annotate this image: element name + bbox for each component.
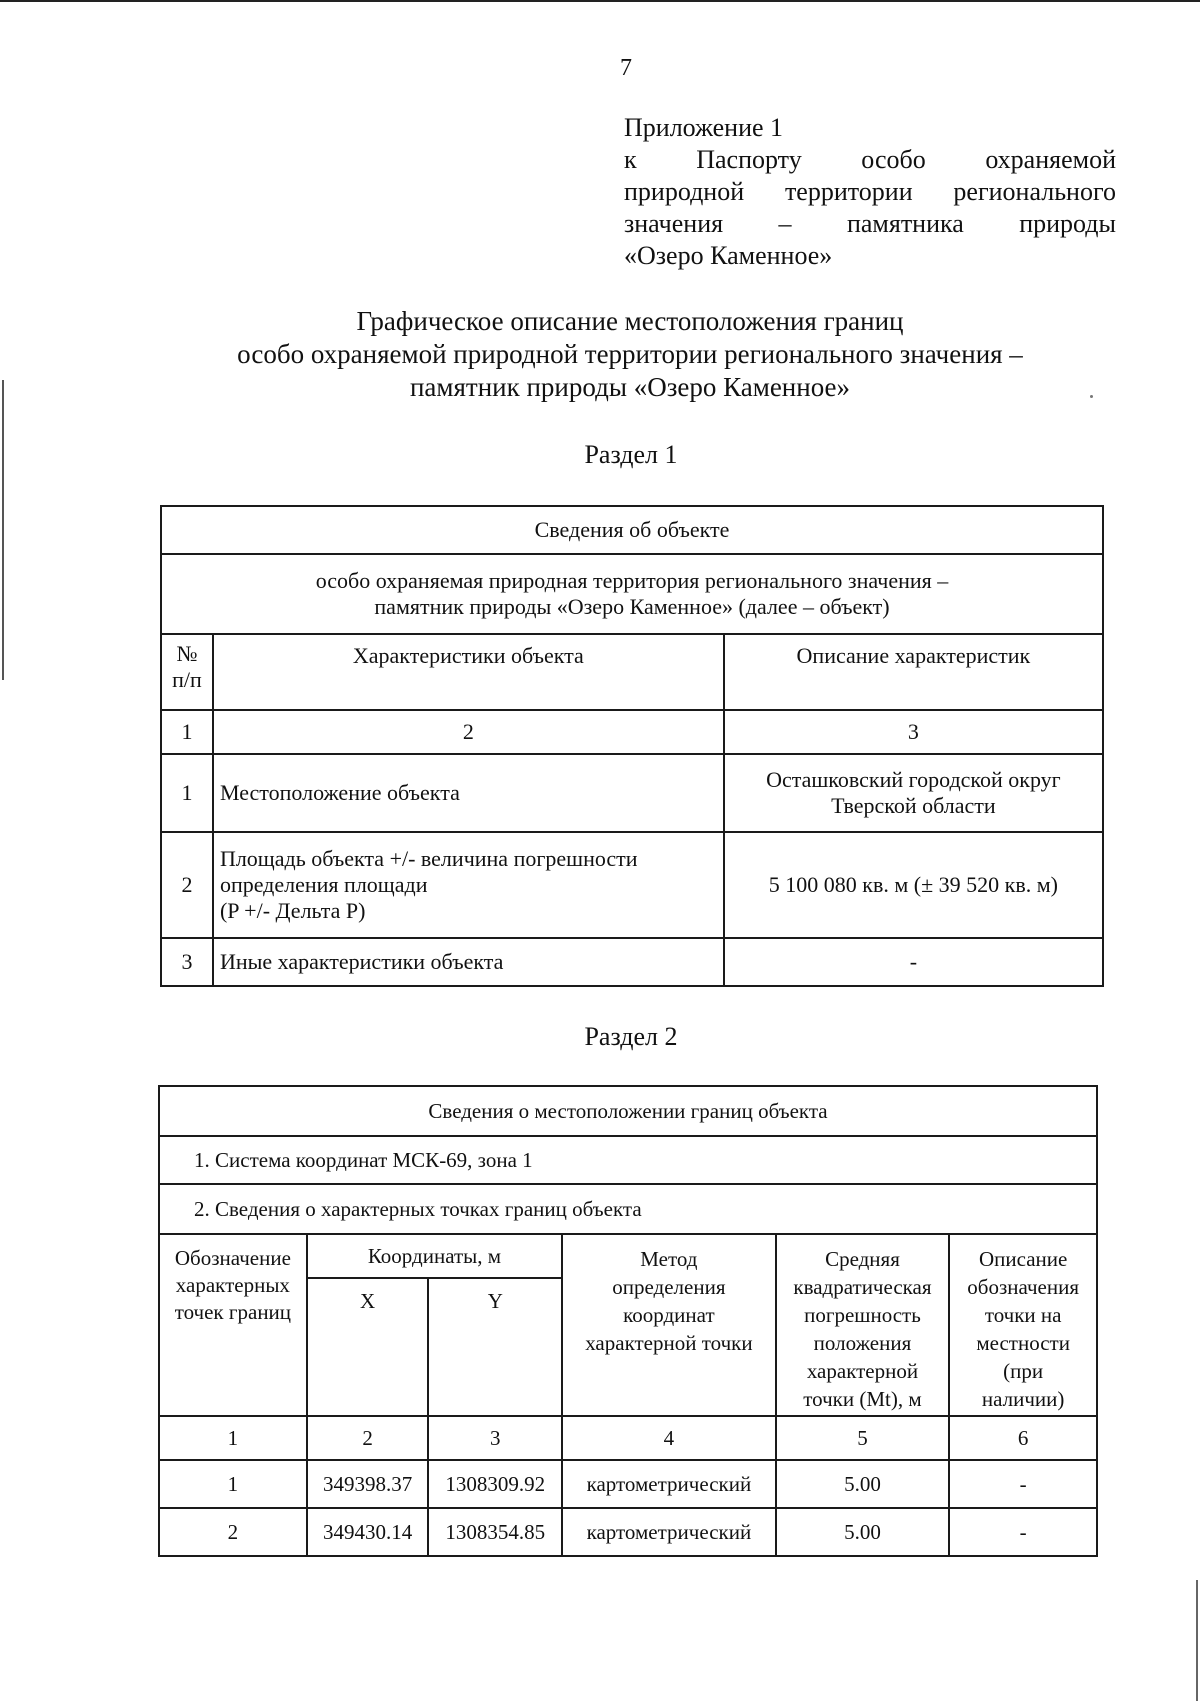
method: картометрический (562, 1460, 775, 1508)
section-2-heading: Раздел 2 (584, 1022, 678, 1051)
title-line: памятник природы «Озеро Каменное» (409, 372, 851, 402)
appendix-line: «Озеро Каменное» (624, 241, 833, 270)
header-line: Средняя (825, 1247, 900, 1271)
header-no-line: п/п (172, 667, 202, 692)
header-line: квадратическая (793, 1275, 932, 1299)
mean-square-error: 5.00 (776, 1460, 950, 1508)
characteristic-line: определения площади (219, 872, 428, 897)
boundary-points-table (158, 1085, 1098, 1557)
header-point-designation (159, 1234, 307, 1416)
row-number: 1 (161, 754, 213, 832)
row-number: 2 (161, 832, 213, 938)
row-characteristic: Местоположение объекта (213, 754, 724, 832)
column-number: 2 (213, 710, 724, 754)
header-no (161, 634, 213, 710)
title-line: особо охраняемой природной территории регионального значения – (237, 339, 1023, 369)
header-line: характерной точки (585, 1331, 753, 1355)
point-id: 2 (159, 1508, 307, 1556)
column-number: 3 (724, 710, 1103, 754)
page-number: 7 (620, 55, 632, 81)
header-y: Y (428, 1278, 562, 1416)
row-number: 3 (161, 938, 213, 986)
table-row (159, 1508, 1097, 1556)
header-x: X (307, 1278, 429, 1416)
table-row (159, 1460, 1097, 1508)
characteristic-line: Площадь объекта +/- величина погрешности (219, 846, 638, 871)
object-name-line: особо охраняемая природная территория регионального значения – (315, 568, 949, 593)
row-description: 5 100 080 кв. м (± 39 520 кв. м) (724, 832, 1103, 938)
table-title: Сведения о местоположении границ объекта (159, 1086, 1097, 1136)
header-mean-square-error (776, 1234, 950, 1416)
object-name-cell (161, 554, 1103, 634)
header-line: обозначения (967, 1275, 1079, 1299)
header-line: наличии) (981, 1387, 1065, 1411)
characteristic-line: (P +/- Дельта P) (219, 898, 366, 923)
header-line: характерных (175, 1273, 290, 1297)
column-number: 1 (161, 710, 213, 754)
point-id: 1 (159, 1460, 307, 1508)
column-number: 6 (949, 1416, 1097, 1460)
header-line: координат (623, 1303, 715, 1327)
appendix-line: природной территории регионального (624, 177, 1116, 206)
method: картометрический (562, 1508, 775, 1556)
column-number: 4 (562, 1416, 775, 1460)
header-characteristics: Характеристики объекта (213, 634, 724, 710)
appendix-line: Приложение 1 (624, 113, 784, 142)
column-number: 5 (776, 1416, 950, 1460)
section-1-heading: Раздел 1 (584, 440, 678, 469)
row-description (724, 754, 1103, 832)
table-row (161, 832, 1103, 938)
coordinate-system: 1. Система координат МСК-69, зона 1 (159, 1136, 1097, 1184)
scan-top-rule (0, 0, 1200, 2)
header-line: погрешность (804, 1303, 921, 1327)
object-info-table (160, 505, 1104, 987)
header-description: Описание характеристик (724, 634, 1103, 710)
header-line: (при (1003, 1359, 1044, 1383)
header-line: характерной (806, 1359, 919, 1383)
header-line: положения (813, 1331, 912, 1355)
points-title: 2. Сведения о характерных точках границ объекта (159, 1184, 1097, 1234)
header-line: точки (Mt), м (803, 1387, 922, 1411)
scan-edge-right (1196, 1580, 1198, 1701)
coordinate-x: 349430.14 (307, 1508, 429, 1556)
row-characteristic: Иные характеристики объекта (213, 938, 724, 986)
column-number: 3 (428, 1416, 562, 1460)
header-method (562, 1234, 775, 1416)
row-description: - (724, 938, 1103, 986)
point-description: - (949, 1460, 1097, 1508)
table-row (161, 938, 1103, 986)
table-row (161, 754, 1103, 832)
coordinate-y: 1308354.85 (428, 1508, 562, 1556)
appendix-line: значения – памятника природы (624, 209, 1116, 238)
header-line: Описание (978, 1247, 1068, 1271)
scan-edge-left (2, 380, 4, 680)
header-point-description (949, 1234, 1097, 1416)
object-name-line: памятник природы «Озеро Каменное» (далее – объект) (374, 594, 890, 619)
header-coordinates: Координаты, м (307, 1234, 562, 1278)
header-line: Метод (640, 1247, 698, 1271)
mean-square-error: 5.00 (776, 1508, 950, 1556)
appendix-header (624, 112, 1116, 272)
document-title (150, 305, 1110, 404)
description-line: Тверской области (831, 793, 996, 818)
description-line: Осташковский городской округ (766, 767, 1061, 792)
header-line: Обозначение (174, 1246, 291, 1270)
header-line: точки на (984, 1303, 1062, 1327)
coordinate-y: 1308309.92 (428, 1460, 562, 1508)
appendix-line: к Паспорту особо охраняемой (624, 145, 1116, 174)
header-line: определения (612, 1275, 726, 1299)
row-characteristic (213, 832, 724, 938)
header-no-line: № (176, 641, 198, 666)
header-line: местности (976, 1331, 1070, 1355)
column-number: 1 (159, 1416, 307, 1460)
point-description: - (949, 1508, 1097, 1556)
header-line: точек границ (174, 1300, 292, 1324)
coordinate-x: 349398.37 (307, 1460, 429, 1508)
column-number: 2 (307, 1416, 429, 1460)
table-title: Сведения об объекте (161, 506, 1103, 554)
title-line: Графическое описание местоположения границ (356, 306, 904, 336)
